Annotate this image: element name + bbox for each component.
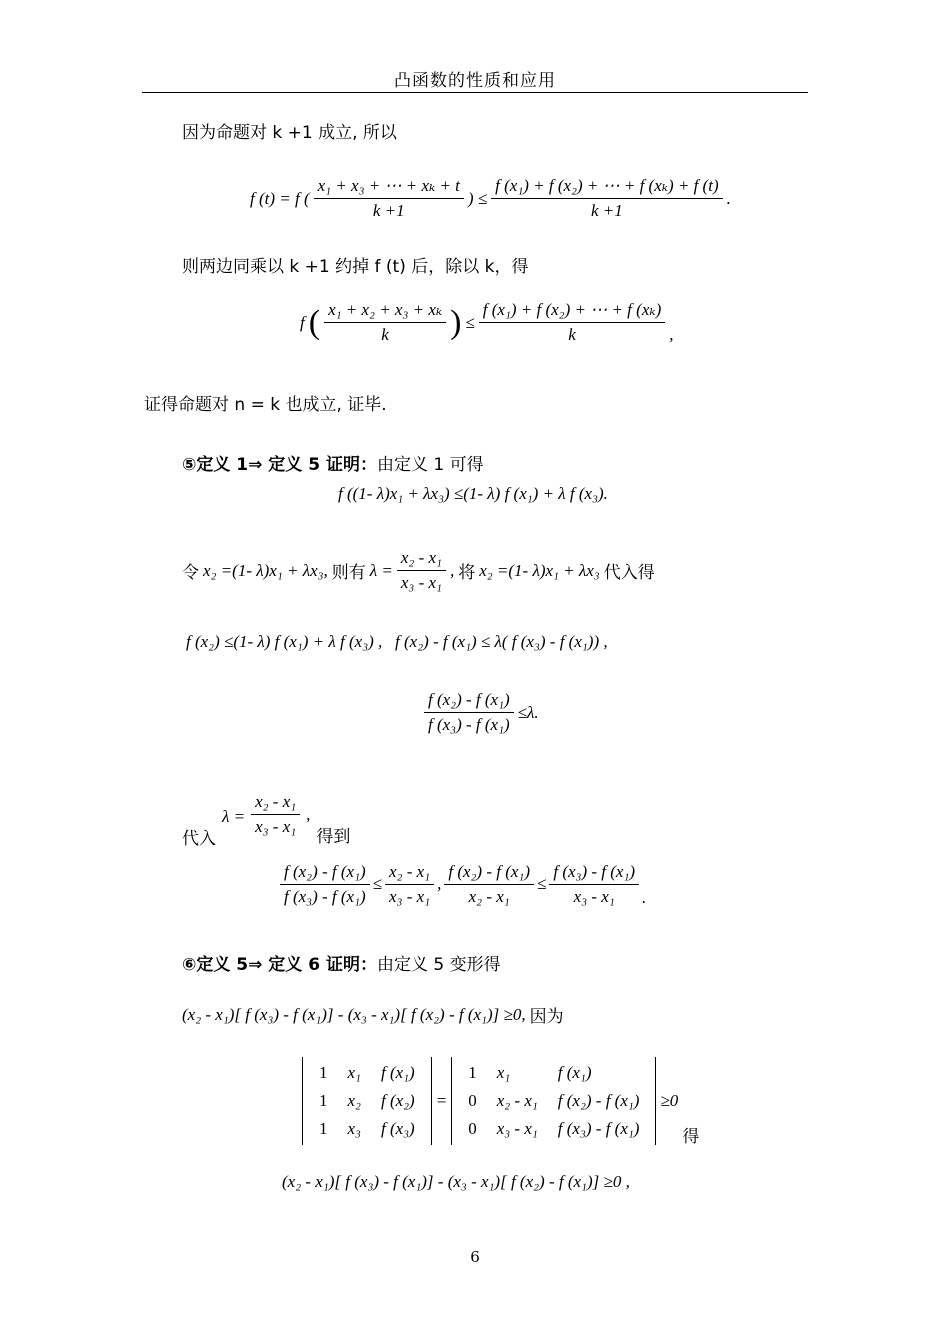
eq1-mid: ) ≤	[467, 188, 488, 208]
eq2-numerator-1: x₁ + x₂ + x₃ + xₖ	[324, 300, 446, 323]
line5-fraction	[251, 792, 300, 837]
line5-b: 得到	[316, 827, 351, 847]
determinant-left	[302, 1057, 432, 1145]
determinant-right-cell: f (x₁)	[557, 1062, 592, 1082]
determinant-right-cell: 0	[468, 1118, 477, 1138]
line4-c: 则有	[331, 563, 366, 583]
equation-8: (x₂ - x₁)[ f (x₃) - f (x₁)] - (x₃ - x₁)[ f (x₂) - f (x₁)] ≥0 ,	[282, 1172, 630, 1191]
eq7-body: (x₂ - x₁)[ f (x₃) - f (x₁)] - (x₃ - x₁)[ f (x₂) - f (x₁)] ≥0,	[182, 1004, 526, 1024]
determinant-left-cell: x₂	[347, 1090, 361, 1110]
eq6-le-1: ≤	[372, 874, 383, 893]
page-header-title: 凸函数的性质和应用	[394, 71, 556, 91]
line5-a: 代入	[182, 829, 216, 849]
determinant-right-cell: f (x₃) - f (x₁)	[557, 1118, 640, 1138]
eq2-fraction-2	[479, 300, 665, 345]
section-6-heading	[182, 950, 501, 975]
determinant-right-cell: 1	[468, 1062, 477, 1082]
eq2-right-paren: )	[450, 303, 462, 341]
line4-d: 将	[458, 563, 476, 583]
eq6-fraction-4	[549, 862, 639, 907]
equation-4: f (x₂) ≤(1- λ) f (x₁) + λ f (x₃) , f (x₂) - f (x₁) ≤ λ( f (x₃) - f (x₁)) ,	[186, 632, 608, 651]
determinant-tail: 得	[682, 1127, 700, 1147]
eq6-numerator-2: x₂ - x₁	[385, 862, 434, 885]
determinant-left-cell: 1	[319, 1090, 328, 1110]
line4-a: 令	[182, 563, 199, 583]
equation-6	[280, 860, 646, 908]
text-line-4	[182, 548, 655, 593]
eq6-fraction-2	[385, 862, 434, 907]
line5-denominator: x₃ - x₁	[255, 817, 297, 836]
eq7-tail: 因为	[529, 1007, 564, 1027]
determinant-ge: ≥0	[660, 1090, 679, 1110]
determinant-left-row	[309, 1115, 425, 1143]
text-line-1: 因为命题对 k +1 成立, 所以	[182, 123, 397, 143]
determinant-right-row	[458, 1115, 649, 1143]
eq1-denominator-1: k +1	[372, 201, 405, 220]
section-6-title: ⑥定义 5⇒ 定义 6 证明：	[182, 955, 377, 975]
determinant-left-cell: x₁	[347, 1062, 361, 1082]
eq6-numerator-4: f (x₃) - f (x₁)	[549, 862, 639, 885]
eq2-denominator-2: k	[568, 325, 576, 344]
eq6-fraction-3	[444, 862, 534, 907]
section-6-rest: 由定义 5 变形得	[376, 955, 501, 975]
determinant-right-table	[458, 1059, 649, 1143]
eq6-comma: ,	[437, 874, 442, 893]
line4-e: x₂ =(1- λ)x₁ + λx₃	[479, 560, 600, 580]
eq2-lhs: f	[300, 312, 305, 332]
section-5-title: ⑤定义 1⇒ 定义 5 证明：	[182, 455, 377, 475]
eq6-denominator-2: x₃ - x₁	[389, 886, 431, 906]
determinant-left-cell: f (x₃)	[380, 1118, 415, 1138]
eq6-end: .	[642, 888, 647, 907]
eq6-denominator-3: x₂ - x₁	[468, 886, 510, 906]
eq5-end: ≤λ.	[517, 702, 539, 722]
section-5-heading	[182, 450, 484, 475]
eq1-numerator-1: x₁ + x₃ + ⋯ + xₖ + t	[314, 176, 464, 199]
determinant-right-cell: x₃ - x₁	[496, 1118, 538, 1138]
line4-fraction	[397, 548, 446, 593]
header-rule	[142, 92, 808, 93]
line4-comma: ,	[449, 560, 455, 580]
eq6-numerator-3: f (x₂) - f (x₁)	[444, 862, 534, 885]
eq2-end: ,	[669, 324, 674, 344]
line4-numerator: x₂ - x₁	[397, 548, 446, 571]
eq2-fraction-1	[324, 300, 446, 345]
text-line-2: 则两边同乘以 k +1 约掉 f (t) 后，除以 k，得	[182, 257, 529, 277]
determinant-right	[451, 1057, 656, 1145]
determinant-left-cell: 1	[319, 1118, 328, 1138]
line5-comma: ,	[306, 804, 311, 824]
equation-1	[250, 176, 731, 221]
eq1-denominator-2: k +1	[590, 201, 623, 220]
determinant-equals: =	[435, 1090, 448, 1110]
determinant-left-row	[309, 1059, 425, 1087]
eq6-le-2: ≤	[537, 874, 547, 893]
determinant-right-row	[458, 1087, 649, 1115]
equation-2	[300, 300, 673, 345]
eq6-numerator-1: f (x₂) - f (x₁)	[280, 862, 370, 885]
determinant-left-table	[309, 1059, 425, 1143]
determinant-left-cell: x₃	[347, 1118, 361, 1138]
line4-f: 代入得	[603, 563, 655, 583]
eq6-denominator-1: f (x₃) - f (x₁)	[284, 886, 366, 906]
determinant-equation	[302, 1054, 699, 1147]
line5-numerator: x₂ - x₁	[251, 792, 300, 815]
equation-5	[424, 690, 539, 735]
eq1-fraction-1	[314, 176, 464, 221]
eq1-numerator-2: f (x₁) + f (x₂) + ⋯ + f (xₖ) + f (t)	[491, 176, 722, 199]
eq1-fraction-2	[491, 176, 722, 221]
page-number: 6	[470, 1248, 480, 1266]
eq1-end: .	[726, 188, 731, 208]
section-5-rest: 由定义 1 可得	[376, 455, 484, 475]
equation-7	[182, 1002, 564, 1027]
eq2-mid: ≤	[465, 312, 475, 332]
determinant-right-cell: f (x₂) - f (x₁)	[557, 1090, 640, 1110]
line5-lambda: λ =	[222, 806, 246, 826]
text-line-5	[182, 780, 350, 849]
eq2-numerator-2: f (x₁) + f (x₂) + ⋯ + f (xₖ)	[479, 300, 665, 323]
determinant-left-cell: f (x₂)	[380, 1090, 415, 1110]
eq5-denominator: f (x₃) - f (x₁)	[428, 715, 510, 734]
eq5-numerator: f (x₂) - f (x₁)	[424, 690, 514, 713]
determinant-right-row	[458, 1059, 649, 1087]
determinant-right-cell: x₂ - x₁	[496, 1090, 538, 1110]
text-line-3: 证得命题对 n = k 也成立, 证毕.	[144, 395, 387, 415]
eq6-denominator-4: x₃ - x₁	[573, 886, 615, 906]
line4-lambda: λ =	[369, 560, 393, 580]
determinant-left-cell: 1	[319, 1062, 328, 1082]
eq5-fraction	[424, 690, 514, 735]
eq2-denominator-1: k	[381, 325, 389, 344]
determinant-left-row	[309, 1087, 425, 1115]
determinant-right-cell: x₁	[496, 1062, 511, 1082]
eq1-lhs: f (t) = f (	[250, 188, 310, 208]
eq6-fraction-1	[280, 862, 370, 907]
equation-3: f ((1- λ)x₁ + λx₃) ≤(1- λ) f (x₁) + λ f (x₃).	[338, 484, 608, 503]
eq2-left-paren: (	[308, 303, 321, 341]
line4-denominator: x₃ - x₁	[400, 573, 442, 592]
determinant-left-cell: f (x₁)	[380, 1062, 415, 1082]
line4-b: x₂ =(1- λ)x₁ + λx₃,	[203, 560, 328, 580]
determinant-right-cell: 0	[468, 1090, 477, 1110]
